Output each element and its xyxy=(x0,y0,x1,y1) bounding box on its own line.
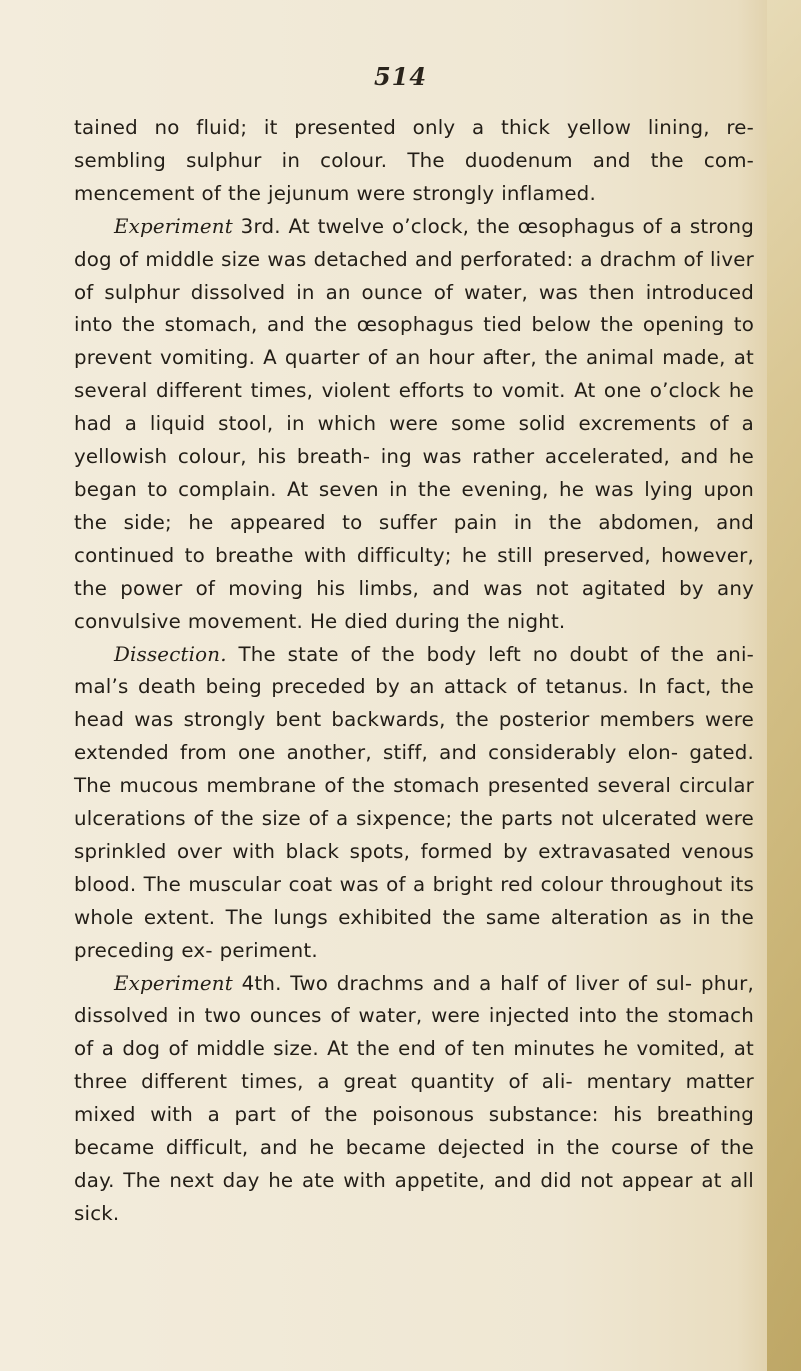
page-edge-stain xyxy=(767,0,801,1371)
paragraph-dissection xyxy=(74,639,754,968)
body-text xyxy=(74,112,754,1231)
paragraph-text: The state of the body left no doubt of the ani- mal’s death being preceded by an attack of tetanus. In fact, the head was strongly bent backwards, the posterior members were extended from one another, stiff, and considerably elon- gated. The mucous membrane of the stomach presented several circular ulcerations of the size of a sixpence; the parts not ulcerated were sprinkled over with black spots, formed by extravasated venous blood. The muscular coat was of a bright red colour throughout its whole extent. The lungs exhibited the same alteration as in the preceding ex- periment. xyxy=(74,642,754,962)
page-number: 514 xyxy=(373,62,428,91)
paragraph-text: tained no fluid; it presented only a thick yellow lining, re- sembling sulphur in colour. The duodenum and the com- mencement of the jejunum were strongly inflamed. xyxy=(74,116,754,205)
paragraph-lead: Dissection. xyxy=(114,642,227,666)
paragraph-experiment-4 xyxy=(74,968,754,1231)
paragraph-text: 3rd. At twelve o’clock, the œsophagus of a strong dog of middle size was detached and perforated: a drachm of liver of sulphur dissolved in an ounce of water, was then introduced into the stomach, and the œsophagus tied below the opening to prevent vomiting. A quarter of an hour after, the animal made, at several different times, violent efforts to vomit. At one o’clock he had a liquid stool, in which were some solid excrements of a yellowish colour, his breath- ing was rather accelerated, and he began to complain. At seven in the evening, he was lying upon the side; he appeared to suffer pain in the abdomen, and continued to breathe with difficulty; he still preserved, however, the power of moving his limbs, and was not agitated by any convulsive movement. He died during the night. xyxy=(74,214,754,633)
paragraph-text: 4th. Two drachms and a half of liver of sul- phur, dissolved in two ounces of water, were injected into the stomach of a dog of middle size. At the end of ten minutes he vomited, at three different times, a great quantity of ali- mentary matter mixed with a part of the poisonous substance: his breathing became difficult, and he became dejected in the course of the day. The next day he ate with appetite, and did not appear at all sick. xyxy=(74,971,754,1225)
paragraph-lead: Experiment xyxy=(114,971,233,995)
paragraph-lead: Experiment xyxy=(114,214,233,238)
paragraph-continuation xyxy=(74,112,754,211)
paragraph-experiment-3 xyxy=(74,211,754,639)
